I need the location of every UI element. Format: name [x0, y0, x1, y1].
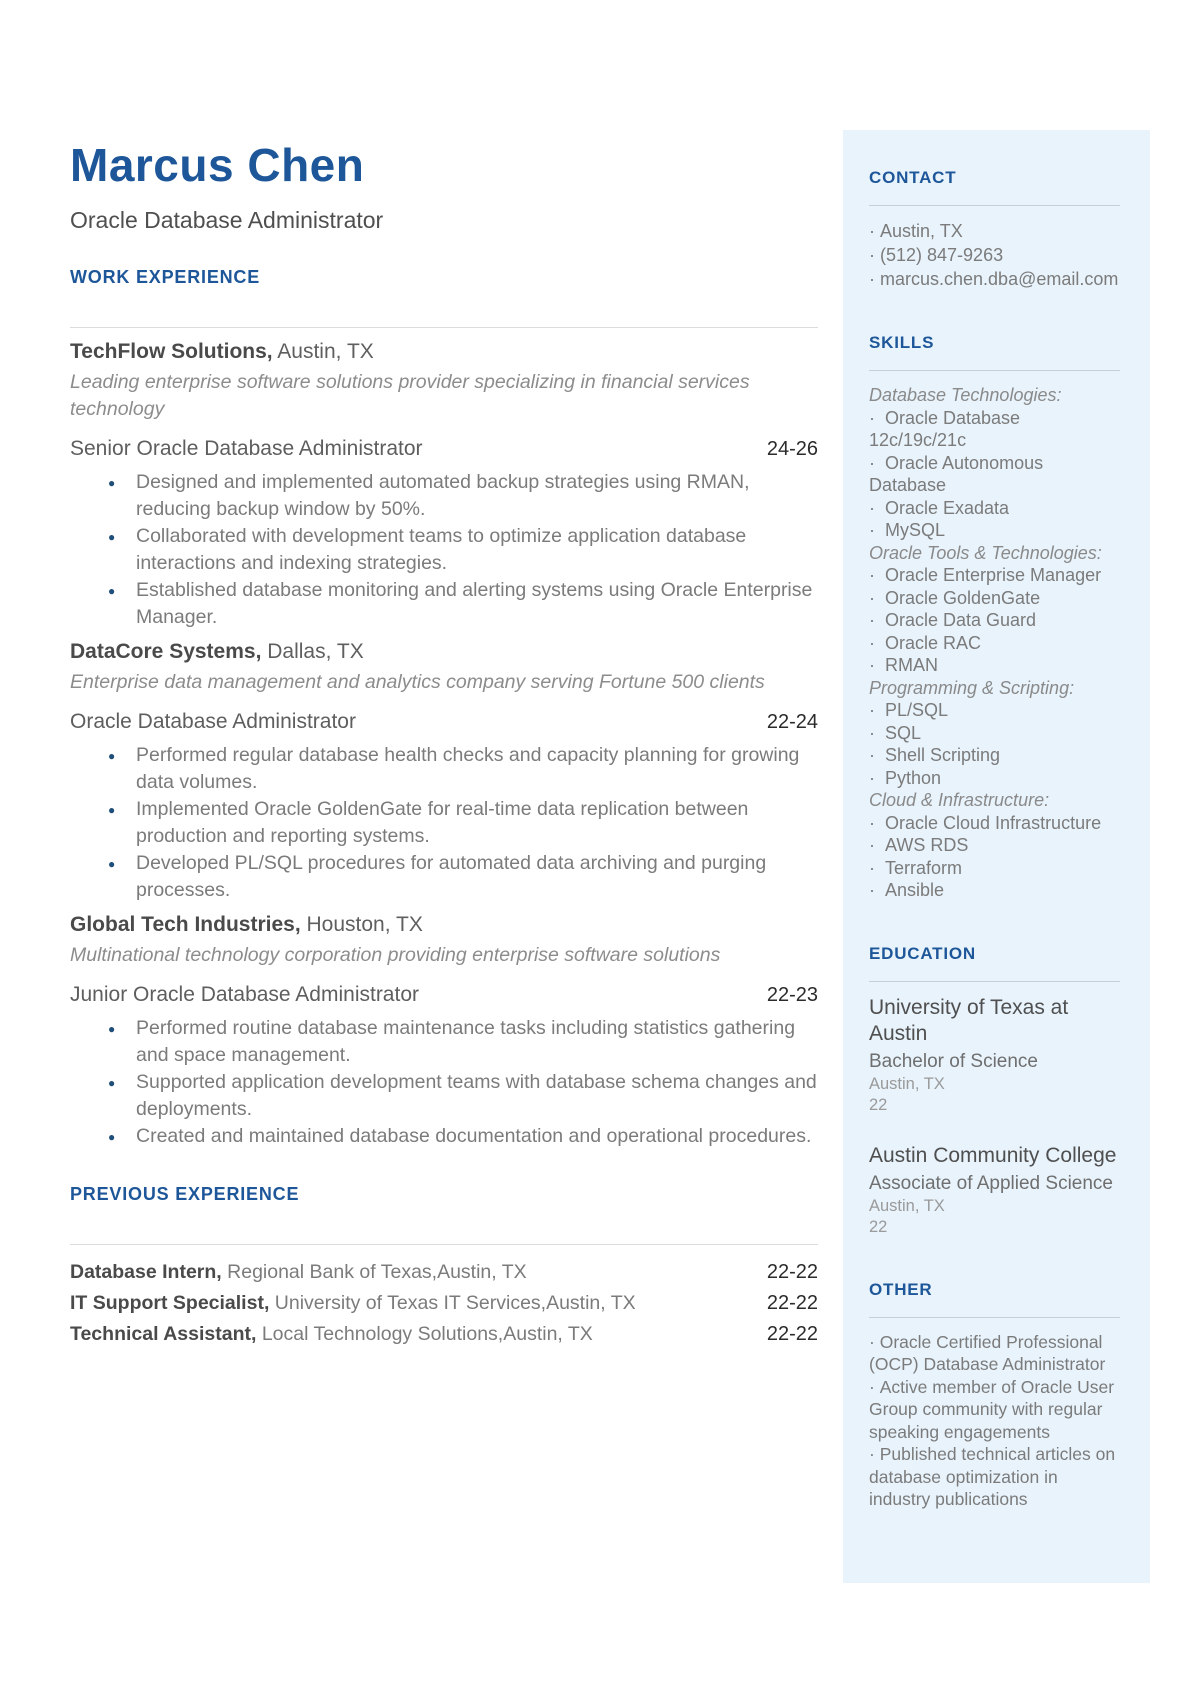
previous-experience-row: [70, 1288, 818, 1319]
bullet-item: ● Developed PL/SQL procedures for automated data archiving and purging processes.: [70, 850, 818, 904]
previous-role-title: Database Intern,: [70, 1261, 222, 1283]
company-name: DataCore Systems,: [70, 640, 262, 663]
bullet-item: ● Performed routine database maintenance tasks including statistics gathering and space management.: [70, 1015, 818, 1069]
role-title: Oracle Database Administrator: [70, 710, 356, 733]
company-description: Leading enterprise software solutions provider specializing in financial services technology: [70, 371, 750, 420]
skill-item: · Python: [869, 767, 1120, 790]
resume-sidebar: [843, 130, 1150, 1583]
skill-item: · Oracle Autonomous Database: [869, 452, 1120, 497]
person-job-title: Oracle Database Administrator: [70, 207, 384, 233]
skill-group-label: Cloud & Infrastructure:: [869, 790, 1050, 810]
previous-role-dates: 22-22: [766, 1292, 818, 1314]
bullet-item: ● Created and maintained database documentation and operational procedures.: [70, 1123, 818, 1150]
person-name: Marcus Chen: [70, 139, 365, 191]
skills-heading: SKILLS: [869, 333, 935, 352]
contact-email: · marcus.chen.dba@email.com: [869, 267, 1120, 291]
company-name: Global Tech Industries,: [70, 913, 301, 936]
skill-item: · Terraform: [869, 857, 1120, 880]
role-bullet-list: [70, 1015, 818, 1150]
skill-item: · Oracle Cloud Infrastructure: [869, 812, 1120, 835]
bullet-item: ● Collaborated with development teams to optimize application database interactions and indexing strategies.: [70, 523, 818, 577]
skill-group-label: Programming & Scripting:: [869, 677, 1075, 698]
role-bullet-list: [70, 469, 818, 631]
sidebar-divider: [869, 1317, 1120, 1318]
company-description: Enterprise data management and analytics company serving Fortune 500 clients: [70, 671, 765, 693]
other-section: [869, 1280, 1120, 1511]
previous-role-title: IT Support Specialist,: [70, 1292, 270, 1314]
other-heading: OTHER: [869, 1279, 933, 1299]
company-name: TechFlow Solutions,: [70, 340, 273, 363]
education-degree: Associate of Applied Science: [869, 1172, 1113, 1194]
previous-experience-row: [70, 1257, 818, 1288]
company-location: Houston, TX: [300, 913, 423, 936]
other-item: · Oracle Certified Professional (OCP) Database Administrator: [869, 1331, 1120, 1376]
previous-role-org: University of Texas IT Services,Austin, TX: [269, 1292, 636, 1314]
company-block: [70, 913, 818, 1150]
education-section: [869, 944, 1120, 1238]
section-divider: [70, 1244, 818, 1245]
bullet-item: ● Performed regular database health checks and capacity planning for growing data volumes.: [70, 742, 818, 796]
skill-item: · Oracle RAC: [869, 632, 1120, 655]
work-experience-heading: WORK EXPERIENCE: [70, 267, 261, 287]
previous-role-text: [70, 1257, 527, 1288]
role-bullet-list: [70, 742, 818, 904]
company-block: [70, 640, 818, 904]
education-heading: EDUCATION: [869, 943, 976, 963]
previous-role-org: Local Technology Solutions,Austin, TX: [256, 1323, 593, 1345]
sidebar-divider: [869, 370, 1120, 371]
resume-main-column: [70, 140, 818, 1350]
previous-role-title: Technical Assistant,: [70, 1323, 257, 1345]
contact-phone: · (512) 847-9263: [869, 243, 1120, 267]
contact-location: · Austin, TX: [869, 219, 1120, 243]
education-degree: Bachelor of Science: [869, 1050, 1038, 1072]
section-divider: [70, 327, 818, 328]
education-entry: [869, 1143, 1120, 1238]
company-line: [70, 640, 818, 664]
previous-experience-list: [70, 1257, 818, 1350]
role-line: [70, 710, 818, 734]
bullet-item: ● Implemented Oracle GoldenGate for real-time data replication between production and reporting systems.: [70, 796, 818, 850]
skill-item: · Ansible: [869, 879, 1120, 902]
skill-item: · SQL: [869, 722, 1120, 745]
role-title: Junior Oracle Database Administrator: [70, 983, 419, 1006]
education-year: 22: [869, 1217, 888, 1236]
education-institution: University of Texas at Austin: [869, 995, 1069, 1045]
contact-section: [869, 168, 1120, 291]
bullet-item: ● Supported application development teams with database schema changes and deployments.: [70, 1069, 818, 1123]
role-dates: 22-23: [766, 984, 818, 1006]
skill-item: · MySQL: [869, 519, 1120, 542]
previous-role-text: [70, 1288, 636, 1319]
skill-item: · Oracle Enterprise Manager: [869, 564, 1120, 587]
skill-item: · AWS RDS: [869, 834, 1120, 857]
previous-role-dates: 22-22: [766, 1323, 818, 1345]
other-item: · Published technical articles on database optimization in industry publications: [869, 1443, 1120, 1511]
skill-item: · Oracle Database 12c/19c/21c: [869, 407, 1120, 452]
role-line: [70, 437, 818, 461]
previous-role-dates: 22-22: [766, 1261, 818, 1283]
company-location: Dallas, TX: [261, 640, 364, 663]
company-line: [70, 913, 818, 937]
skill-item: · Oracle Data Guard: [869, 609, 1120, 632]
company-description: Multinational technology corporation providing enterprise software solutions: [70, 944, 721, 966]
company-line: [70, 340, 818, 364]
role-line: [70, 983, 818, 1007]
education-institution: Austin Community College: [869, 1143, 1117, 1167]
education-year: 22: [869, 1095, 888, 1114]
education-location: Austin, TX: [869, 1074, 945, 1093]
sidebar-divider: [869, 981, 1120, 982]
role-dates: 22-24: [766, 711, 818, 733]
education-location: Austin, TX: [869, 1196, 945, 1215]
other-item: · Active member of Oracle User Group community with regular speaking engagements: [869, 1376, 1120, 1444]
bullet-item: ● Designed and implemented automated backup strategies using RMAN, reducing backup window by 50%.: [70, 469, 818, 523]
education-entry: [869, 995, 1120, 1116]
skills-section: [869, 333, 1120, 902]
skill-item: · Shell Scripting: [869, 744, 1120, 767]
company-block: [70, 340, 818, 631]
skill-group-label: Database Technologies:: [869, 385, 1062, 405]
role-dates: 24-26: [766, 438, 818, 460]
role-title: Senior Oracle Database Administrator: [70, 437, 423, 460]
skill-group-label: Oracle Tools & Technologies:: [869, 542, 1102, 563]
skill-item: · PL/SQL: [869, 699, 1120, 722]
company-location: Austin, TX: [272, 340, 374, 363]
previous-experience-row: [70, 1319, 818, 1350]
skill-item: · Oracle Exadata: [869, 497, 1120, 520]
previous-role-org: Regional Bank of Texas,Austin, TX: [221, 1261, 527, 1283]
skill-item: · Oracle GoldenGate: [869, 587, 1120, 610]
previous-role-text: [70, 1319, 593, 1350]
previous-experience-heading: PREVIOUS EXPERIENCE: [70, 1184, 300, 1204]
bullet-item: ● Established database monitoring and alerting systems using Oracle Enterprise Manager.: [70, 577, 818, 631]
contact-heading: CONTACT: [869, 168, 957, 187]
skill-item: · RMAN: [869, 654, 1120, 677]
sidebar-divider: [869, 205, 1120, 206]
